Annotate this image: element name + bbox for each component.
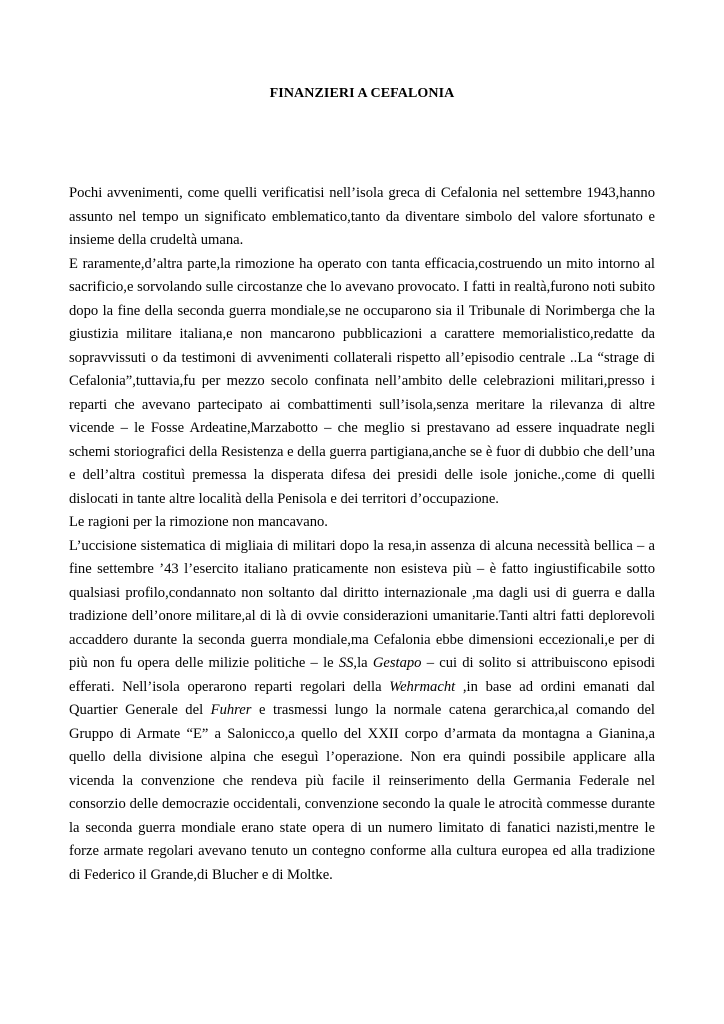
paragraph-4 bbox=[69, 535, 655, 888]
paragraph-2-text: E raramente,d’altra parte,la rimozione ha operato con tanta efficacia,costruendo un mito intorno al sacrificio,e sorvolando sulle circostanze che lo avevano provocato. I fatti in realtà,furono noti subito dopo la fine della seconda guerra mondiale,se ne occuparono sia il Tribunale di Norimberga che la giustizia militare italiana,e non mancarono pubblicazioni a carattere memorialistico,redatte da sopravvissuti o da testimoni di avvenimenti collaterali rispetto all’episodio centrale ..La “strage di Cefalonia”,tuttavia,fu per mezzo secolo confinata nell’ambito delle celebrazioni militari,presso i reparti che avevano partecipato ai combattimenti sull’isola,senza meritare la rilevanza di altre vicende – le Fosse Ardeatine,Marzabotto – che meglio si prestavano ad essere inquadrate negli schemi storiografici della Resistenza e della guerra partigiana,anche se è fuor di dubbio che dell’una e dell’altra costituì premessa la disperata difesa dei presidi delle isole joniche.,come di quelli dislocati in tante altre località della Penisola e dei territori d’occupazione. bbox=[69, 255, 655, 507]
paragraph-4-text-d: ,in base ad ordini emanati dal Quartier Generale del bbox=[69, 678, 655, 718]
document-body bbox=[69, 182, 655, 887]
term-fuhrer: Fuhrer bbox=[210, 702, 252, 718]
paragraph-4-text-c: – cui di solito si attribuiscono episodi efferati. Nell’isola operarono reparti regolari della bbox=[69, 655, 655, 695]
paragraph-4-text-a: L’uccisione sistematica di migliaia di militari dopo la resa,in assenza di alcuna necessità bellica – a fine settembre ’43 l’esercito italiano praticamente non esisteva più – è fatto ingiustificabile sotto qualsiasi profilo,condannato non soltanto dal diritto internazionale ,ma dagli usi di guerra e dalla tradizione dell’onore militare,al di là di ovvie considerazioni umanitarie.Tanti altri fatti deplorevoli accaddero durante la seconda guerra mondiale,ma Cefalonia ebbe dimensioni eccezionali,e per di più non fu opera delle milizie politiche – le bbox=[69, 537, 655, 671]
paragraph-1: Pochi avvenimenti, come quelli verificatisi nell’isola greca di Cefalonia nel settembre 1943,hanno assunto nel tempo un significato emblematico,tanto da diventare simbolo del valore sfortunato e insieme della crudeltà umana. bbox=[69, 185, 655, 248]
paragraph-4-text-e: e trasmessi lungo la normale catena gerarchica,al comando del Gruppo di Armate “E” a Salonicco,a quello del XXII corpo d’armata da montagna a Gianina,a quello della divisione alpina che eseguì l’operazione. Non era quindi possibile applicare alla vicenda la convenzione che rendeva più facile il reinserimento della Germania Federale nel consorzio delle democrazie occidentali, convenzione secondo la quale le atrocità commesse durante la seconda guerra mondiale erano state opera di un numero limitato di fanatici nazisti,mentre le forze armate regolari avevano tenuto un contegno conforme alla cultura europea ed alla tradizione di Federico il Grande,di Blucher e di Moltke. bbox=[69, 702, 655, 883]
paragraph-4-text-b: ,la bbox=[353, 655, 373, 671]
term-gestapo: Gestapo bbox=[372, 655, 422, 671]
term-ss: SS bbox=[338, 655, 354, 671]
paragraph-2 bbox=[69, 253, 655, 512]
document-title: FINANZIERI A CEFALONIA bbox=[269, 86, 455, 101]
paragraph-3: Le ragioni per la rimozione non mancavano. bbox=[69, 514, 328, 530]
term-wehrmacht: Wehrmacht bbox=[389, 678, 456, 695]
